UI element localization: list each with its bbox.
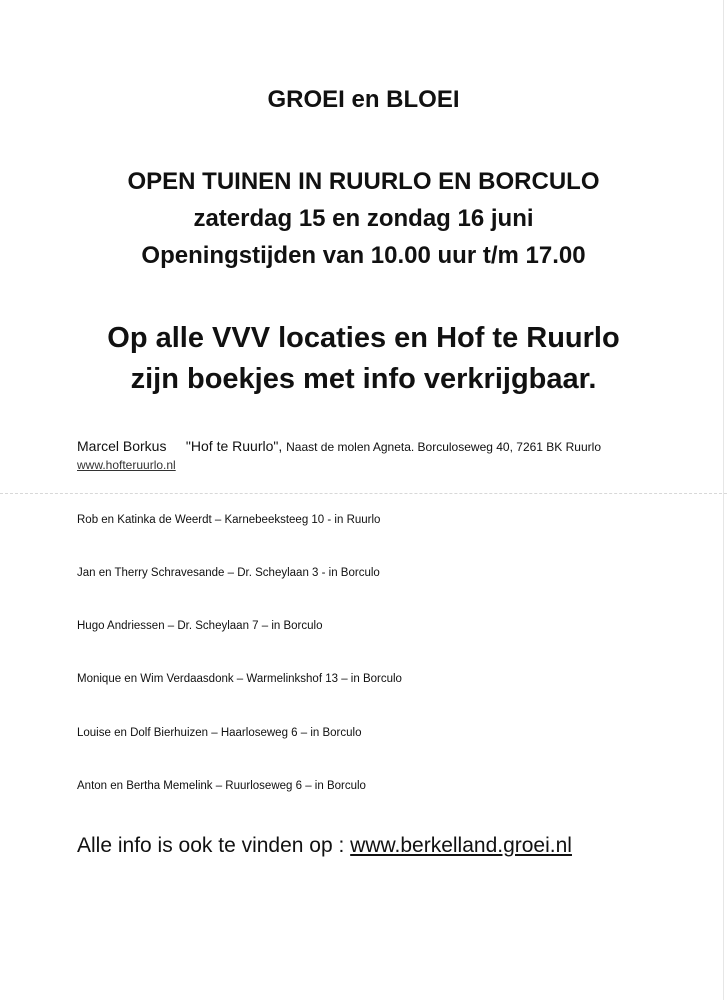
host-website-link[interactable]: www.hofteruurlo.nl	[77, 458, 176, 472]
document-title: GROEI en BLOEI	[267, 86, 460, 113]
garden-list-item: Hugo Andriessen – Dr. Scheylaan 7 – in Borculo	[77, 620, 323, 632]
footer-website-link[interactable]: www.berkelland.groei.nl	[350, 834, 572, 857]
garden-list-item: Louise en Dolf Bierhuizen – Haarloseweg 6 – in Borculo	[77, 727, 362, 739]
footer-info	[77, 834, 572, 858]
garden-list-item: Jan en Therry Schravesande – Dr. Scheylaan 3 - in Borculo	[77, 567, 380, 579]
info-availability-line-2: zijn boekjes met info verkrijgbaar.	[130, 363, 597, 395]
host-address: Naast de molen Agneta. Borculoseweg 40, 7261 BK Ruurlo	[286, 440, 601, 454]
scan-artifact-line	[0, 493, 727, 494]
event-dates: zaterdag 15 en zondag 16 juni	[193, 205, 534, 232]
info-availability-line-1: Op alle VVV locaties en Hof te Ruurlo	[107, 322, 620, 354]
event-heading: OPEN TUINEN IN RUURLO EN BORCULO	[127, 168, 600, 195]
host-info	[77, 438, 601, 454]
garden-list-item: Anton en Bertha Memelink – Ruurloseweg 6 – in Borculo	[77, 780, 366, 792]
opening-hours: Openingstijden van 10.00 uur t/m 17.00	[141, 242, 586, 269]
footer-text: Alle info is ook te vinden op :	[77, 834, 351, 857]
scan-edge	[723, 0, 724, 1000]
host-venue: "Hof te Ruurlo",	[185, 438, 283, 454]
garden-list-item: Rob en Katinka de Weerdt – Karnebeeksteeg 10 - in Ruurlo	[77, 514, 381, 526]
host-name: Marcel Borkus	[77, 438, 167, 454]
garden-list-item: Monique en Wim Verdaasdonk – Warmelinkshof 13 – in Borculo	[77, 673, 402, 685]
